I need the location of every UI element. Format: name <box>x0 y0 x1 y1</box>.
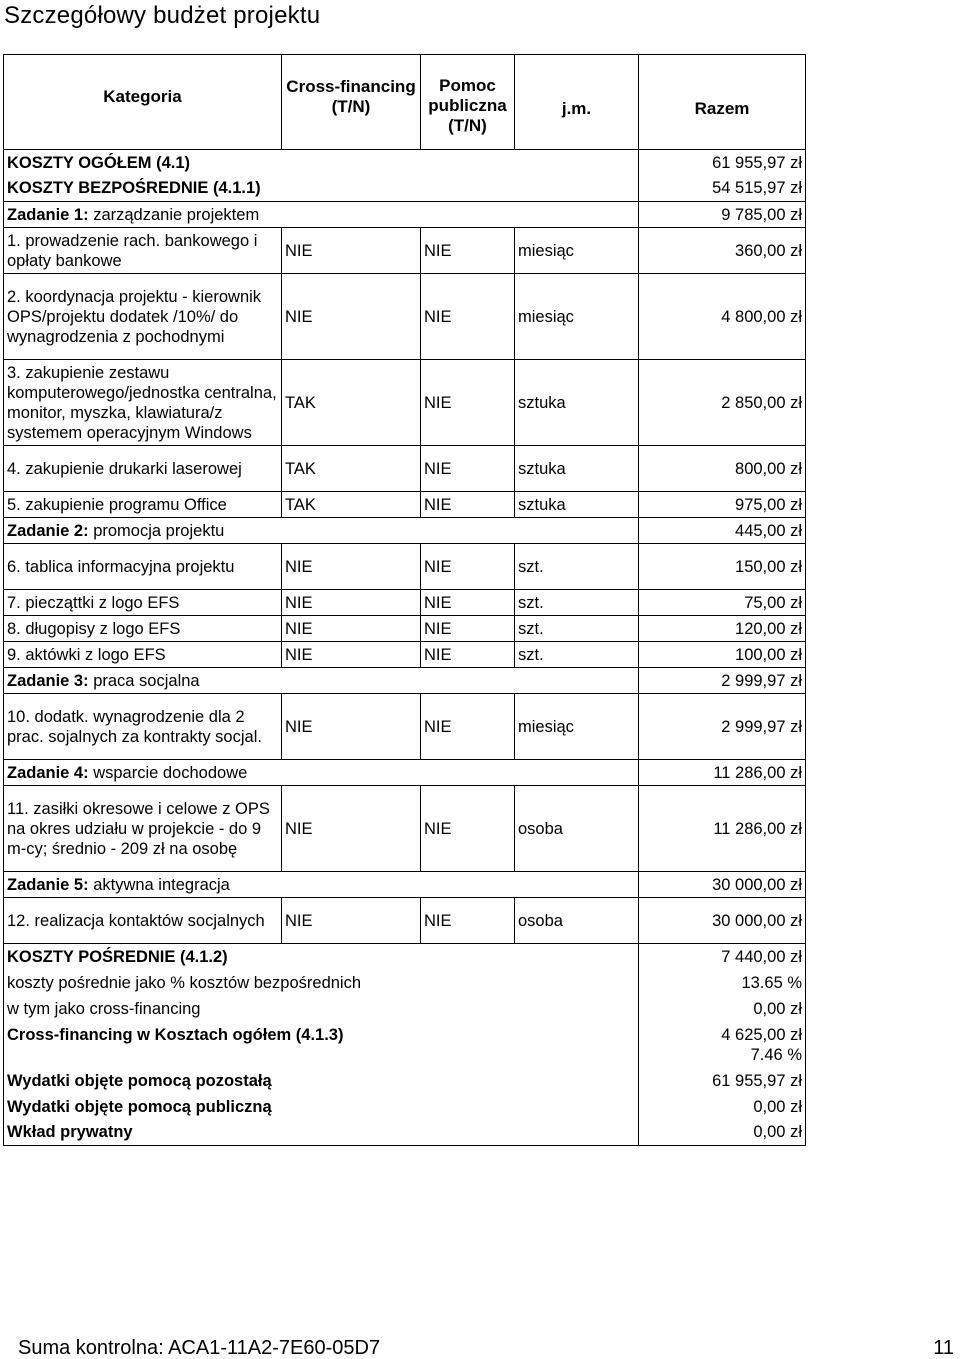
task-value: 2 999,97 zł <box>639 668 806 694</box>
aid-row-label: Wydatki objęte pomocą publiczną <box>4 1094 639 1120</box>
item-jm: sztuka <box>515 492 639 518</box>
item-jm: szt. <box>515 616 639 642</box>
aid-row <box>4 1120 806 1146</box>
koszty-bezposrednie-row-value: 54 515,97 zł <box>639 176 806 202</box>
item-category: 9. aktówki z logo EFS <box>4 642 282 668</box>
task-label <box>4 872 639 898</box>
budget-item-row <box>4 446 806 492</box>
budget-item-row <box>4 694 806 760</box>
task-name: wsparcie dochodowe <box>88 763 248 782</box>
task-value: 445,00 zł <box>639 518 806 544</box>
cross-financing-total-pct: 7.46 % <box>750 1045 802 1064</box>
header-razem: Razem <box>639 55 806 150</box>
item-category: 1. prowadzenie rach. bankowego i opłaty bankowe <box>4 228 282 274</box>
header-pomoc-publiczna: Pomoc publiczna (T/N) <box>421 55 515 150</box>
koszty-ogolem-row-label: KOSZTY OGÓŁEM (4.1) <box>4 150 639 176</box>
item-value: 360,00 zł <box>639 228 806 274</box>
cross-financing-total-amount: 4 625,00 zł <box>721 1025 802 1044</box>
item-category: 7. piecząttki z logo EFS <box>4 590 282 616</box>
item-value: 120,00 zł <box>639 616 806 642</box>
aid-row-value: 61 955,97 zł <box>639 1068 806 1094</box>
item-pomoc-publiczna: NIE <box>421 274 515 360</box>
item-cross-financing: NIE <box>282 898 421 944</box>
item-value: 975,00 zł <box>639 492 806 518</box>
task-row <box>4 518 806 544</box>
item-value: 30 000,00 zł <box>639 898 806 944</box>
koszty-posrednie-pct-row-value: 13.65 % <box>639 970 806 996</box>
item-cross-financing: NIE <box>282 616 421 642</box>
aid-row <box>4 1068 806 1094</box>
task-label <box>4 518 639 544</box>
koszty-ogolem-row <box>4 150 806 176</box>
item-value: 800,00 zł <box>639 446 806 492</box>
page-number: 11 <box>933 1337 954 1359</box>
item-cross-financing: NIE <box>282 544 421 590</box>
item-category: 2. koordynacja projektu - kierownik OPS/projektu dodatek /10%/ do wynagrodzenia z pochodnymi <box>4 274 282 360</box>
item-pomoc-publiczna: NIE <box>421 360 515 446</box>
koszty-posrednie-cf-row <box>4 996 806 1022</box>
cross-financing-total-value <box>639 1022 806 1068</box>
item-category: 3. zakupienie zestawu komputerowego/jednostka centralna, monitor, myszka, klawiatura/z systemem operacyjnym Windows <box>4 360 282 446</box>
item-cross-financing: NIE <box>282 228 421 274</box>
item-jm: osoba <box>515 786 639 872</box>
budget-item-row <box>4 228 806 274</box>
item-value: 75,00 zł <box>639 590 806 616</box>
budget-item-row <box>4 492 806 518</box>
budget-item-row <box>4 898 806 944</box>
task-value: 9 785,00 zł <box>639 202 806 228</box>
header-kategoria: Kategoria <box>4 55 282 150</box>
item-jm: sztuka <box>515 360 639 446</box>
item-value: 2 999,97 zł <box>639 694 806 760</box>
item-cross-financing: NIE <box>282 642 421 668</box>
header-jm: j.m. <box>515 55 639 150</box>
task-row <box>4 760 806 786</box>
item-jm: osoba <box>515 898 639 944</box>
page-title: Szczegółowy budżet projektu <box>4 2 321 29</box>
aid-row <box>4 1094 806 1120</box>
item-pomoc-publiczna: NIE <box>421 694 515 760</box>
task-value: 30 000,00 zł <box>639 872 806 898</box>
item-jm: szt. <box>515 590 639 616</box>
task-row <box>4 872 806 898</box>
cross-financing-total-row <box>4 1022 806 1068</box>
item-category: 8. długopisy z logo EFS <box>4 616 282 642</box>
aid-row-label: Wkład prywatny <box>4 1120 639 1146</box>
item-pomoc-publiczna: NIE <box>421 616 515 642</box>
checksum-footer: Suma kontrolna: ACA1-11A2-7E60-05D7 <box>18 1337 381 1359</box>
item-cross-financing: NIE <box>282 786 421 872</box>
koszty-posrednie-row-label: KOSZTY POŚREDNIE (4.1.2) <box>4 944 639 970</box>
item-pomoc-publiczna: NIE <box>421 492 515 518</box>
koszty-bezposrednie-row-label: KOSZTY BEZPOŚREDNIE (4.1.1) <box>4 176 639 202</box>
item-pomoc-publiczna: NIE <box>421 544 515 590</box>
koszty-posrednie-pct-row-label: koszty pośrednie jako % kosztów bezpośrednich <box>4 970 639 996</box>
task-name: zarządzanie projektem <box>88 205 260 224</box>
cross-financing-total-label: Cross-financing w Kosztach ogółem (4.1.3) <box>4 1022 639 1068</box>
task-row <box>4 202 806 228</box>
task-prefix: Zadanie 4: <box>7 763 89 782</box>
item-category: 10. dodatk. wynagrodzenie dla 2 prac. sojalnych za kontrakty socjal. <box>4 694 282 760</box>
budget-item-row <box>4 274 806 360</box>
budget-item-row <box>4 590 806 616</box>
task-name: praca socjalna <box>88 671 200 690</box>
item-pomoc-publiczna: NIE <box>421 898 515 944</box>
item-category: 4. zakupienie drukarki laserowej <box>4 446 282 492</box>
koszty-posrednie-row <box>4 944 806 970</box>
item-pomoc-publiczna: NIE <box>421 786 515 872</box>
item-category: 6. tablica informacyjna projektu <box>4 544 282 590</box>
item-cross-financing: TAK <box>282 360 421 446</box>
koszty-posrednie-cf-row-value: 0,00 zł <box>639 996 806 1022</box>
budget-item-row <box>4 544 806 590</box>
aid-row-label: Wydatki objęte pomocą pozostałą <box>4 1068 639 1094</box>
item-category: 12. realizacja kontaktów socjalnych <box>4 898 282 944</box>
budget-table <box>3 54 806 1146</box>
header-cross-financing: Cross-financing (T/N) <box>282 55 421 150</box>
item-value: 100,00 zł <box>639 642 806 668</box>
koszty-bezposrednie-row <box>4 176 806 202</box>
item-cross-financing: NIE <box>282 694 421 760</box>
task-prefix: Zadanie 2: <box>7 521 89 540</box>
item-cross-financing: NIE <box>282 590 421 616</box>
task-row <box>4 668 806 694</box>
task-label <box>4 760 639 786</box>
koszty-ogolem-row-value: 61 955,97 zł <box>639 150 806 176</box>
item-category: 11. zasiłki okresowe i celowe z OPS na okres udziału w projekcie - do 9 m-cy; średnio - 209 zł na osobę <box>4 786 282 872</box>
item-pomoc-publiczna: NIE <box>421 590 515 616</box>
item-value: 150,00 zł <box>639 544 806 590</box>
item-jm: sztuka <box>515 446 639 492</box>
item-cross-financing: NIE <box>282 274 421 360</box>
aid-row-value: 0,00 zł <box>639 1094 806 1120</box>
item-jm: miesiąc <box>515 694 639 760</box>
item-value: 4 800,00 zł <box>639 274 806 360</box>
task-prefix: Zadanie 5: <box>7 875 89 894</box>
koszty-posrednie-row-value: 7 440,00 zł <box>639 944 806 970</box>
item-cross-financing: TAK <box>282 492 421 518</box>
item-jm: szt. <box>515 544 639 590</box>
koszty-posrednie-pct-row <box>4 970 806 996</box>
item-pomoc-publiczna: NIE <box>421 228 515 274</box>
task-prefix: Zadanie 1: <box>7 205 89 224</box>
item-jm: szt. <box>515 642 639 668</box>
item-value: 11 286,00 zł <box>639 786 806 872</box>
task-prefix: Zadanie 3: <box>7 671 89 690</box>
item-value: 2 850,00 zł <box>639 360 806 446</box>
aid-row-value: 0,00 zł <box>639 1120 806 1146</box>
item-cross-financing: TAK <box>282 446 421 492</box>
task-name: aktywna integracja <box>88 875 230 894</box>
task-label <box>4 202 639 228</box>
koszty-posrednie-cf-row-label: w tym jako cross-financing <box>4 996 639 1022</box>
item-pomoc-publiczna: NIE <box>421 642 515 668</box>
item-jm: miesiąc <box>515 274 639 360</box>
header-row <box>4 55 806 150</box>
task-name: promocja projektu <box>88 521 225 540</box>
task-value: 11 286,00 zł <box>639 760 806 786</box>
budget-item-row <box>4 786 806 872</box>
budget-item-row <box>4 360 806 446</box>
item-category: 5. zakupienie programu Office <box>4 492 282 518</box>
item-jm: miesiąc <box>515 228 639 274</box>
budget-item-row <box>4 642 806 668</box>
budget-item-row <box>4 616 806 642</box>
task-label <box>4 668 639 694</box>
item-pomoc-publiczna: NIE <box>421 446 515 492</box>
